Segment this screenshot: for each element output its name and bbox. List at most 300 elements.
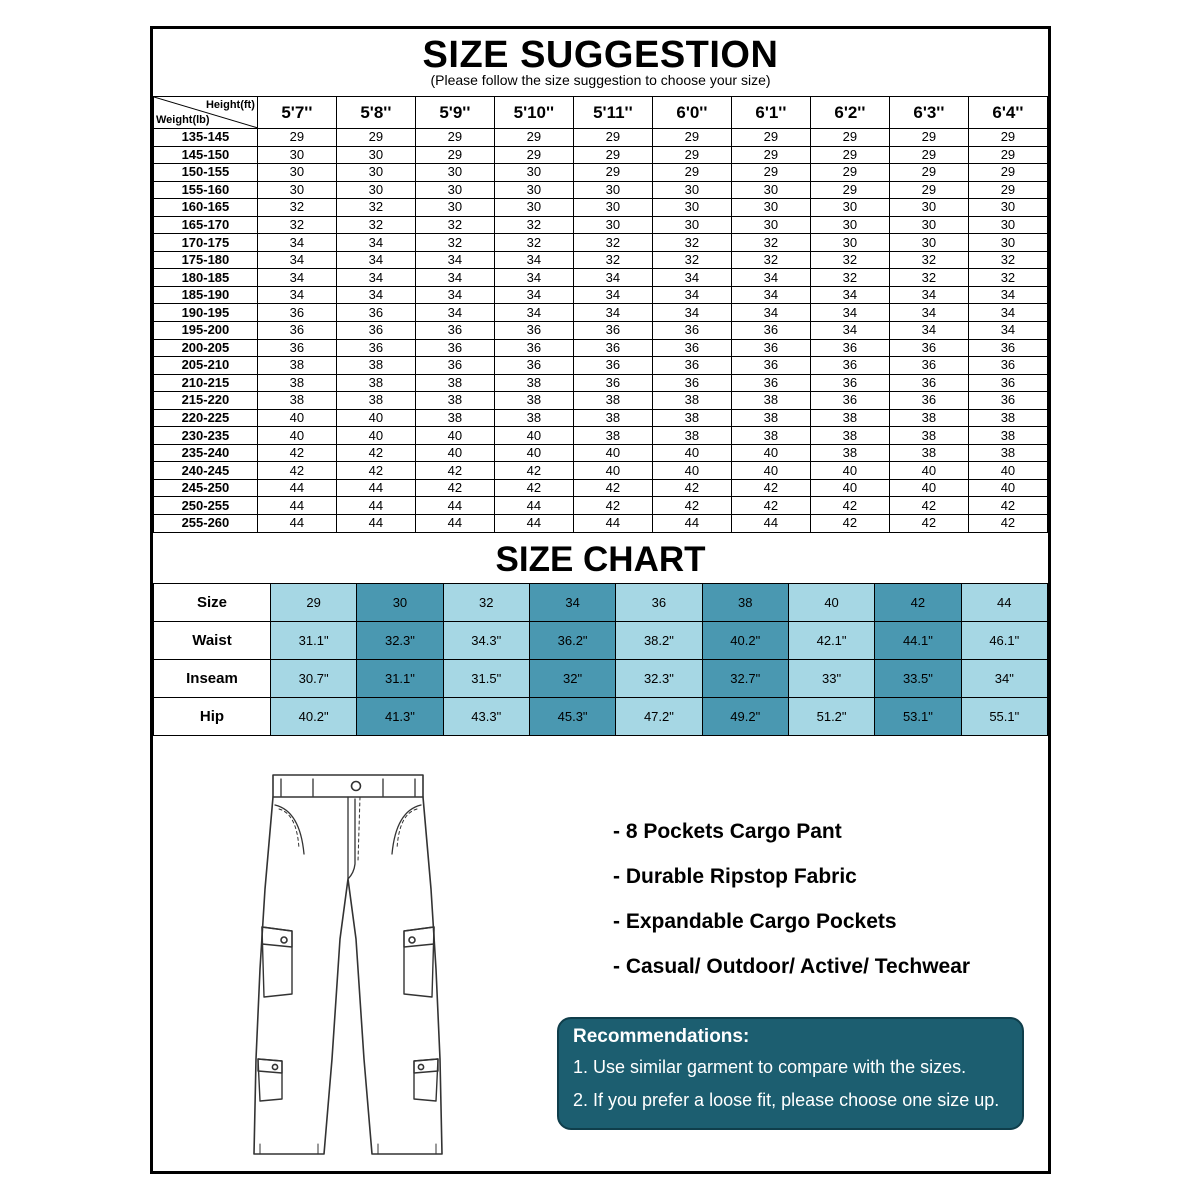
size-cell: 40	[731, 444, 810, 462]
measure-value-cell: 40	[788, 584, 874, 622]
weight-range-cell: 220-225	[154, 409, 258, 427]
measure-value-cell: 29	[270, 584, 356, 622]
size-cell: 30	[968, 216, 1047, 234]
recommendation-item: 1. Use similar garment to compare with the sizes.	[573, 1057, 967, 1077]
size-cell: 34	[415, 286, 494, 304]
size-suggestion-body	[154, 129, 1048, 533]
height-header-cell: 5'9''	[415, 97, 494, 129]
table-row	[154, 515, 1048, 533]
size-cell: 36	[415, 339, 494, 357]
size-cell: 32	[731, 234, 810, 252]
measure-value-cell: 46.1"	[961, 622, 1047, 660]
size-cell: 30	[810, 216, 889, 234]
weight-range-cell: 145-150	[154, 146, 258, 164]
size-cell: 32	[573, 234, 652, 252]
weight-range-cell: 235-240	[154, 444, 258, 462]
size-cell: 29	[494, 129, 573, 147]
size-cell: 34	[573, 304, 652, 322]
size-cell: 29	[652, 129, 731, 147]
size-cell: 34	[415, 269, 494, 287]
size-cell: 34	[336, 269, 415, 287]
height-axis-label: Height(ft)	[205, 99, 255, 111]
table-row	[154, 584, 1048, 622]
measure-value-cell: 49.2"	[702, 698, 788, 736]
size-cell: 30	[652, 181, 731, 199]
table-row	[154, 129, 1048, 147]
weight-range-cell: 200-205	[154, 339, 258, 357]
size-cell: 44	[415, 515, 494, 533]
size-cell: 42	[415, 462, 494, 480]
size-cell: 40	[494, 427, 573, 445]
size-cell: 32	[494, 216, 573, 234]
size-cell: 44	[336, 515, 415, 533]
size-chart-body	[154, 584, 1048, 736]
size-cell: 36	[889, 357, 968, 375]
size-cell: 42	[968, 497, 1047, 515]
size-cell: 36	[810, 357, 889, 375]
table-row	[154, 698, 1048, 736]
height-header-cell: 5'10''	[494, 97, 573, 129]
size-cell: 36	[257, 304, 336, 322]
table-row	[154, 181, 1048, 199]
feature-item: - Casual/ Outdoor/ Active/ Techwear	[613, 955, 971, 978]
size-cell: 42	[257, 444, 336, 462]
size-cell: 36	[731, 339, 810, 357]
size-cell: 29	[494, 146, 573, 164]
size-cell: 30	[810, 234, 889, 252]
size-cell: 36	[968, 357, 1047, 375]
size-cell: 32	[494, 234, 573, 252]
size-cell: 34	[652, 286, 731, 304]
weight-range-cell: 205-210	[154, 357, 258, 375]
size-cell: 40	[968, 462, 1047, 480]
measure-value-cell: 32.7"	[702, 660, 788, 698]
size-cell: 38	[652, 392, 731, 410]
size-cell: 44	[336, 479, 415, 497]
weight-axis-label: Weight(lb)	[156, 114, 210, 126]
size-cell: 42	[257, 462, 336, 480]
size-cell: 30	[415, 181, 494, 199]
size-cell: 40	[968, 479, 1047, 497]
size-cell: 44	[494, 497, 573, 515]
size-cell: 38	[652, 427, 731, 445]
size-cell: 29	[810, 164, 889, 182]
size-cell: 38	[573, 392, 652, 410]
measure-value-cell: 36.2"	[529, 622, 615, 660]
size-cell: 30	[731, 199, 810, 217]
size-cell: 38	[810, 427, 889, 445]
size-cell: 38	[968, 409, 1047, 427]
measure-value-cell: 43.3"	[443, 698, 529, 736]
size-cell: 36	[731, 322, 810, 340]
size-cell: 36	[652, 322, 731, 340]
size-cell: 34	[494, 251, 573, 269]
size-cell: 36	[889, 339, 968, 357]
size-cell: 32	[415, 234, 494, 252]
size-cell: 29	[415, 146, 494, 164]
measure-value-cell: 42.1"	[788, 622, 874, 660]
size-cell: 38	[494, 374, 573, 392]
size-cell: 38	[810, 444, 889, 462]
size-cell: 38	[494, 392, 573, 410]
size-cell: 44	[573, 515, 652, 533]
size-cell: 29	[889, 146, 968, 164]
size-cell: 34	[968, 304, 1047, 322]
height-header-cell: 6'1''	[731, 97, 810, 129]
size-cell: 34	[257, 251, 336, 269]
measure-value-cell: 47.2"	[616, 698, 702, 736]
size-cell: 38	[257, 357, 336, 375]
height-header-cell: 5'7''	[257, 97, 336, 129]
size-cell: 29	[810, 146, 889, 164]
table-row	[154, 164, 1048, 182]
weight-range-cell: 165-170	[154, 216, 258, 234]
weight-range-cell: 155-160	[154, 181, 258, 199]
height-header-row	[154, 97, 1048, 129]
size-cell: 36	[810, 392, 889, 410]
size-cell: 34	[810, 304, 889, 322]
size-cell: 29	[731, 164, 810, 182]
size-cell: 29	[731, 146, 810, 164]
size-cell: 34	[336, 286, 415, 304]
size-cell: 32	[889, 251, 968, 269]
size-cell: 38	[415, 409, 494, 427]
size-cell: 29	[968, 146, 1047, 164]
size-cell: 36	[494, 322, 573, 340]
size-cell: 36	[889, 374, 968, 392]
size-cell: 30	[257, 164, 336, 182]
weight-range-cell: 185-190	[154, 286, 258, 304]
size-cell: 29	[889, 129, 968, 147]
recommendations-title: Recommendations:	[573, 1026, 750, 1047]
size-cell: 38	[336, 357, 415, 375]
size-guide-frame	[150, 26, 1051, 1174]
table-row	[154, 251, 1048, 269]
size-cell: 40	[573, 462, 652, 480]
size-cell: 42	[652, 497, 731, 515]
size-cell: 40	[336, 409, 415, 427]
cargo-pants-icon	[248, 769, 448, 1161]
size-cell: 42	[494, 462, 573, 480]
size-cell: 36	[415, 357, 494, 375]
size-cell: 30	[494, 199, 573, 217]
size-cell: 29	[573, 164, 652, 182]
size-cell: 30	[336, 164, 415, 182]
size-cell: 34	[968, 322, 1047, 340]
feature-item: - 8 Pockets Cargo Pant	[613, 820, 842, 843]
size-cell: 38	[573, 409, 652, 427]
measure-value-cell: 38.2"	[616, 622, 702, 660]
size-cell: 36	[731, 374, 810, 392]
size-cell: 32	[336, 216, 415, 234]
size-cell: 30	[652, 199, 731, 217]
weight-range-cell: 215-220	[154, 392, 258, 410]
measure-value-cell: 42	[875, 584, 961, 622]
size-cell: 38	[652, 409, 731, 427]
weight-range-cell: 170-175	[154, 234, 258, 252]
weight-range-cell: 180-185	[154, 269, 258, 287]
measure-value-cell: 31.1"	[270, 622, 356, 660]
size-cell: 40	[652, 444, 731, 462]
size-cell: 44	[336, 497, 415, 515]
measure-label-cell: Hip	[154, 698, 271, 736]
size-cell: 36	[810, 374, 889, 392]
size-cell: 32	[810, 269, 889, 287]
size-cell: 36	[494, 339, 573, 357]
size-cell: 30	[336, 181, 415, 199]
measure-value-cell: 33.5"	[875, 660, 961, 698]
size-cell: 30	[731, 216, 810, 234]
size-cell: 30	[968, 234, 1047, 252]
table-row	[154, 462, 1048, 480]
size-cell: 30	[889, 234, 968, 252]
size-cell: 42	[889, 515, 968, 533]
size-cell: 29	[810, 181, 889, 199]
size-cell: 36	[968, 339, 1047, 357]
size-cell: 42	[731, 479, 810, 497]
size-cell: 44	[257, 479, 336, 497]
size-cell: 29	[810, 129, 889, 147]
size-cell: 34	[257, 234, 336, 252]
size-cell: 30	[968, 199, 1047, 217]
size-cell: 34	[889, 322, 968, 340]
size-cell: 44	[415, 497, 494, 515]
size-cell: 34	[652, 304, 731, 322]
size-cell: 36	[968, 374, 1047, 392]
size-cell: 36	[573, 374, 652, 392]
size-cell: 29	[731, 129, 810, 147]
feature-item: - Durable Ripstop Fabric	[613, 865, 857, 888]
size-cell: 32	[652, 251, 731, 269]
size-cell: 44	[494, 515, 573, 533]
size-cell: 40	[415, 427, 494, 445]
table-row	[154, 409, 1048, 427]
size-cell: 40	[415, 444, 494, 462]
measure-value-cell: 55.1"	[961, 698, 1047, 736]
size-cell: 34	[968, 286, 1047, 304]
measure-value-cell: 53.1"	[875, 698, 961, 736]
size-cell: 29	[573, 146, 652, 164]
size-cell: 38	[889, 409, 968, 427]
size-cell: 32	[968, 251, 1047, 269]
height-header-cell: 5'8''	[336, 97, 415, 129]
size-cell: 42	[731, 497, 810, 515]
size-cell: 36	[652, 374, 731, 392]
size-cell: 42	[968, 515, 1047, 533]
measure-value-cell: 32"	[529, 660, 615, 698]
size-cell: 29	[889, 181, 968, 199]
size-cell: 38	[257, 392, 336, 410]
size-cell: 38	[731, 392, 810, 410]
size-cell: 36	[257, 339, 336, 357]
size-cell: 36	[889, 392, 968, 410]
size-cell: 30	[573, 181, 652, 199]
size-cell: 36	[810, 339, 889, 357]
size-cell: 36	[652, 357, 731, 375]
table-row	[154, 479, 1048, 497]
size-cell: 34	[494, 286, 573, 304]
measure-label-cell: Inseam	[154, 660, 271, 698]
measure-value-cell: 51.2"	[788, 698, 874, 736]
size-cell: 40	[257, 427, 336, 445]
weight-range-cell: 240-245	[154, 462, 258, 480]
size-cell: 29	[652, 146, 731, 164]
size-cell: 34	[494, 304, 573, 322]
size-cell: 40	[257, 409, 336, 427]
size-cell: 34	[415, 304, 494, 322]
size-cell: 34	[573, 269, 652, 287]
size-cell: 38	[731, 427, 810, 445]
size-cell: 30	[573, 216, 652, 234]
size-cell: 44	[652, 515, 731, 533]
size-cell: 36	[336, 304, 415, 322]
size-cell: 30	[415, 164, 494, 182]
measure-value-cell: 34.3"	[443, 622, 529, 660]
size-cell: 38	[968, 444, 1047, 462]
measure-value-cell: 32.3"	[357, 622, 443, 660]
size-cell: 30	[889, 216, 968, 234]
weight-range-cell: 210-215	[154, 374, 258, 392]
feature-list	[613, 819, 970, 999]
size-cell: 36	[573, 339, 652, 357]
size-cell: 34	[415, 251, 494, 269]
weight-range-cell: 245-250	[154, 479, 258, 497]
size-cell: 34	[336, 251, 415, 269]
size-cell: 38	[889, 444, 968, 462]
size-cell: 36	[731, 357, 810, 375]
size-suggestion-table	[153, 96, 1048, 533]
size-cell: 38	[731, 409, 810, 427]
size-cell: 30	[652, 216, 731, 234]
measure-value-cell: 36	[616, 584, 702, 622]
size-cell: 36	[494, 357, 573, 375]
weight-range-cell: 230-235	[154, 427, 258, 445]
table-row	[154, 216, 1048, 234]
size-cell: 38	[810, 409, 889, 427]
recommendation-item: 2. If you prefer a loose fit, please choose one size up.	[573, 1090, 1000, 1110]
size-cell: 36	[573, 357, 652, 375]
size-cell: 36	[415, 322, 494, 340]
size-cell: 42	[415, 479, 494, 497]
measure-value-cell: 41.3"	[357, 698, 443, 736]
size-cell: 40	[731, 462, 810, 480]
size-cell: 29	[968, 181, 1047, 199]
size-cell: 30	[573, 199, 652, 217]
size-cell: 29	[573, 129, 652, 147]
table-row	[154, 146, 1048, 164]
size-cell: 30	[257, 146, 336, 164]
measure-value-cell: 44.1"	[875, 622, 961, 660]
measure-value-cell: 45.3"	[529, 698, 615, 736]
weight-range-cell: 160-165	[154, 199, 258, 217]
measure-value-cell: 31.1"	[357, 660, 443, 698]
size-cell: 44	[731, 515, 810, 533]
size-cell: 34	[494, 269, 573, 287]
weight-range-cell: 190-195	[154, 304, 258, 322]
size-cell: 30	[257, 181, 336, 199]
size-cell: 32	[731, 251, 810, 269]
size-cell: 32	[652, 234, 731, 252]
size-cell: 38	[573, 427, 652, 445]
size-cell: 34	[731, 286, 810, 304]
size-cell: 30	[889, 199, 968, 217]
size-cell: 34	[731, 269, 810, 287]
size-cell: 36	[968, 392, 1047, 410]
size-cell: 42	[336, 462, 415, 480]
table-row	[154, 304, 1048, 322]
measure-value-cell: 34	[529, 584, 615, 622]
size-cell: 36	[573, 322, 652, 340]
size-cell: 34	[810, 286, 889, 304]
size-cell: 42	[573, 479, 652, 497]
table-row	[154, 497, 1048, 515]
suggestion-subtitle: (Please follow the size suggestion to choose your size)	[430, 72, 771, 88]
height-header-cell: 5'11''	[573, 97, 652, 129]
size-cell: 38	[336, 374, 415, 392]
measure-value-cell: 44	[961, 584, 1047, 622]
size-cell: 42	[336, 444, 415, 462]
size-cell: 34	[889, 286, 968, 304]
height-header-cell: 6'0''	[652, 97, 731, 129]
height-header-cell: 6'2''	[810, 97, 889, 129]
size-chart-table	[153, 583, 1048, 736]
measure-value-cell: 34"	[961, 660, 1047, 698]
weight-range-cell: 175-180	[154, 251, 258, 269]
feature-item: - Expandable Cargo Pockets	[613, 910, 897, 933]
size-cell: 34	[257, 269, 336, 287]
size-cell: 42	[889, 497, 968, 515]
table-row	[154, 234, 1048, 252]
size-cell: 40	[494, 444, 573, 462]
size-cell: 38	[415, 374, 494, 392]
size-cell: 36	[257, 322, 336, 340]
weight-range-cell: 150-155	[154, 164, 258, 182]
size-cell: 30	[494, 164, 573, 182]
size-cell: 40	[810, 479, 889, 497]
size-cell: 38	[336, 392, 415, 410]
measure-value-cell: 40.2"	[702, 622, 788, 660]
table-row	[154, 269, 1048, 287]
size-cell: 38	[257, 374, 336, 392]
size-cell: 32	[810, 251, 889, 269]
weight-range-cell: 250-255	[154, 497, 258, 515]
size-cell: 42	[494, 479, 573, 497]
table-row	[154, 357, 1048, 375]
size-cell: 30	[810, 199, 889, 217]
size-cell: 36	[652, 339, 731, 357]
table-row	[154, 660, 1048, 698]
size-cell: 40	[889, 462, 968, 480]
size-cell: 29	[336, 129, 415, 147]
size-cell: 38	[889, 427, 968, 445]
size-cell: 40	[889, 479, 968, 497]
measure-value-cell: 30.7"	[270, 660, 356, 698]
measure-label-cell: Size	[154, 584, 271, 622]
size-cell: 38	[415, 392, 494, 410]
size-cell: 42	[810, 515, 889, 533]
size-cell: 34	[810, 322, 889, 340]
size-cell: 38	[494, 409, 573, 427]
size-cell: 44	[257, 497, 336, 515]
size-cell: 40	[336, 427, 415, 445]
size-cell: 44	[257, 515, 336, 533]
size-cell: 34	[257, 286, 336, 304]
size-cell: 34	[889, 304, 968, 322]
table-corner-cell	[154, 97, 258, 129]
size-cell: 42	[573, 497, 652, 515]
weight-range-cell: 255-260	[154, 515, 258, 533]
size-chart-title: SIZE CHART	[495, 540, 706, 579]
